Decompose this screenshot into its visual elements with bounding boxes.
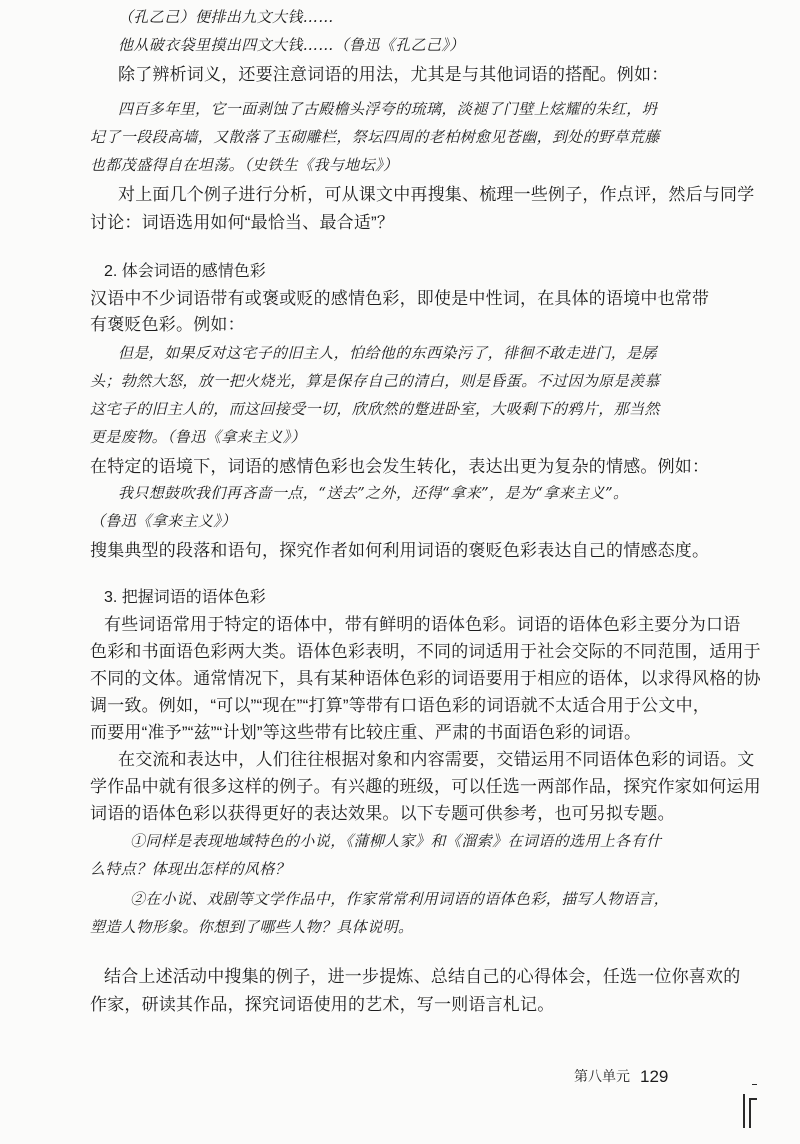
usage-intro: 除了辨析词义，还要注意词语的用法，尤其是与其他词语的搭配。例如： (118, 65, 669, 84)
section3-para1-line-4: 调一致。例如，“可以”“现在”“打算”等带有口语色彩的词语就不太适合用于公文中， (90, 696, 710, 715)
task-line-2: 讨论：词语选用如何“最恰当、最合适”？ (90, 213, 395, 232)
topic-2-line-2: 塑造人物形象。你想到了哪些人物？具体说明。 (90, 918, 414, 936)
topic-2-line-1: ②在小说、戏剧等文学作品中，作家常常利用词语的语体色彩，描写人物语言， (130, 890, 670, 908)
section3-para2-line-3: 词语的语体色彩以获得更好的表达效果。以下专题可供参考，也可另拟专题。 (90, 804, 675, 823)
example-line-3: 也都茂盛得自在坦荡。（史铁生《我与地坛》） (90, 156, 399, 174)
closing-line-1: 结合上述活动中搜集的例子，进一步提炼、总结自己的心得体会，任选一位你喜欢的 (104, 967, 741, 986)
section2-task: 搜集典型的段落和语句，探究作者如何利用词语的褒贬色彩表达自己的情感态度。 (90, 541, 710, 560)
section2-intro-line-1: 汉语中不少词语带有或褒或贬的感情色彩，即使是中性词，在具体的语境中也常带 (90, 289, 710, 308)
topic-1-line-1: ①同样是表现地域特色的小说，《蒲柳人家》和《溜索》在词语的选用上各有什 (130, 832, 662, 850)
context-line: 在特定的语境下，词语的感情色彩也会发生转化，表达出更为复杂的情感。例如： (90, 457, 710, 476)
lu-xun-example-line-2: 头；勃然大怒，放一把火烧光，算是保存自己的清白，则是昏蛋。不过因为原是羡慕 (90, 372, 660, 390)
lu-xun-example-line-4: 更是废物。（鲁迅《拿来主义》） (90, 428, 307, 446)
page-number: 129 (640, 1067, 669, 1086)
lu-xun-example-line-1: 但是，如果反对这宅子的旧主人，怕给他的东西染污了，徘徊不敢走进门，是孱 (118, 344, 658, 362)
section3-para1-line-3: 不同的文体。通常情况下，具有某种语体色彩的词语要用于相应的语体，以求得风格的协 (90, 669, 761, 688)
section3-para1-line-2: 色彩和书面语色彩两大类。语体色彩表明，不同的词适用于社会交际的不同范围，适用于 (90, 642, 761, 661)
task-line-1: 对上面几个例子进行分析，可从课文中再搜集、梳理一些例子，作点评，然后与同学 (118, 185, 755, 204)
lu-xun-example-line-3: 这宅子的旧主人的，而这回接受一切，欣欣然的蹩进卧室，大吸剩下的鸦片，那当然 (90, 400, 660, 418)
quote-line-1: （孔乙己）便排出九文大钱…… (118, 8, 334, 26)
section3-para1-line-1: 有些词语常用于特定的语体中，带有鲜明的语体色彩。词语的语体色彩主要分为口语 (104, 615, 741, 634)
scan-mark-stroke-2 (749, 1098, 751, 1128)
section-heading-register-color: 3. 把握词语的语体色彩 (104, 589, 266, 606)
quote-line-2: 他从破衣袋里摸出四文大钱……（鲁迅《孔乙己》） (118, 36, 465, 54)
example-line-2: 圮了一段段高墙，又散落了玉砌雕栏，祭坛四周的老柏树愈见苍幽，到处的野草荒藤 (90, 128, 660, 146)
section-heading-emotional-color: 2. 体会词语的感情色彩 (104, 263, 266, 280)
scan-mark-stroke-3 (749, 1098, 757, 1100)
section2-intro-line-2: 有褒贬色彩。例如： (90, 315, 245, 334)
section3-para2-line-2: 学作品中就有很多这样的例子。有兴趣的班级，可以任选一两部作品，探究作家如何运用 (90, 777, 761, 796)
ncl-example-line-1: 我只想鼓吹我们再吝啬一点，“送去”之外，还得“拿来”，是为“拿来主义”。 (118, 484, 629, 502)
topic-1-line-2: 么特点？体现出怎样的风格？ (90, 860, 291, 878)
closing-line-2: 作家，研读其作品，探究词语使用的艺术，写一则语言札记。 (90, 995, 555, 1014)
example-line-1: 四百多年里，它一面剥蚀了古殿檐头浮夸的琉璃，淡褪了门壁上炫耀的朱红，坍 (118, 100, 658, 118)
scan-mark-stroke-1 (743, 1094, 745, 1128)
section3-para2-line-1: 在交流和表达中，人们往往根据对象和内容需要，交错运用不同语体色彩的词语。文 (118, 750, 755, 769)
scan-mark-dash (752, 1084, 757, 1085)
footer-unit-label: 第八单元 (574, 1068, 630, 1084)
ncl-example-line-2: （鲁迅《拿来主义》） (90, 512, 237, 530)
section3-para1-line-5: 而要用“准予”“兹”“计划”等这些带有比较庄重、严肃的书面语色彩的词语。 (90, 723, 642, 742)
